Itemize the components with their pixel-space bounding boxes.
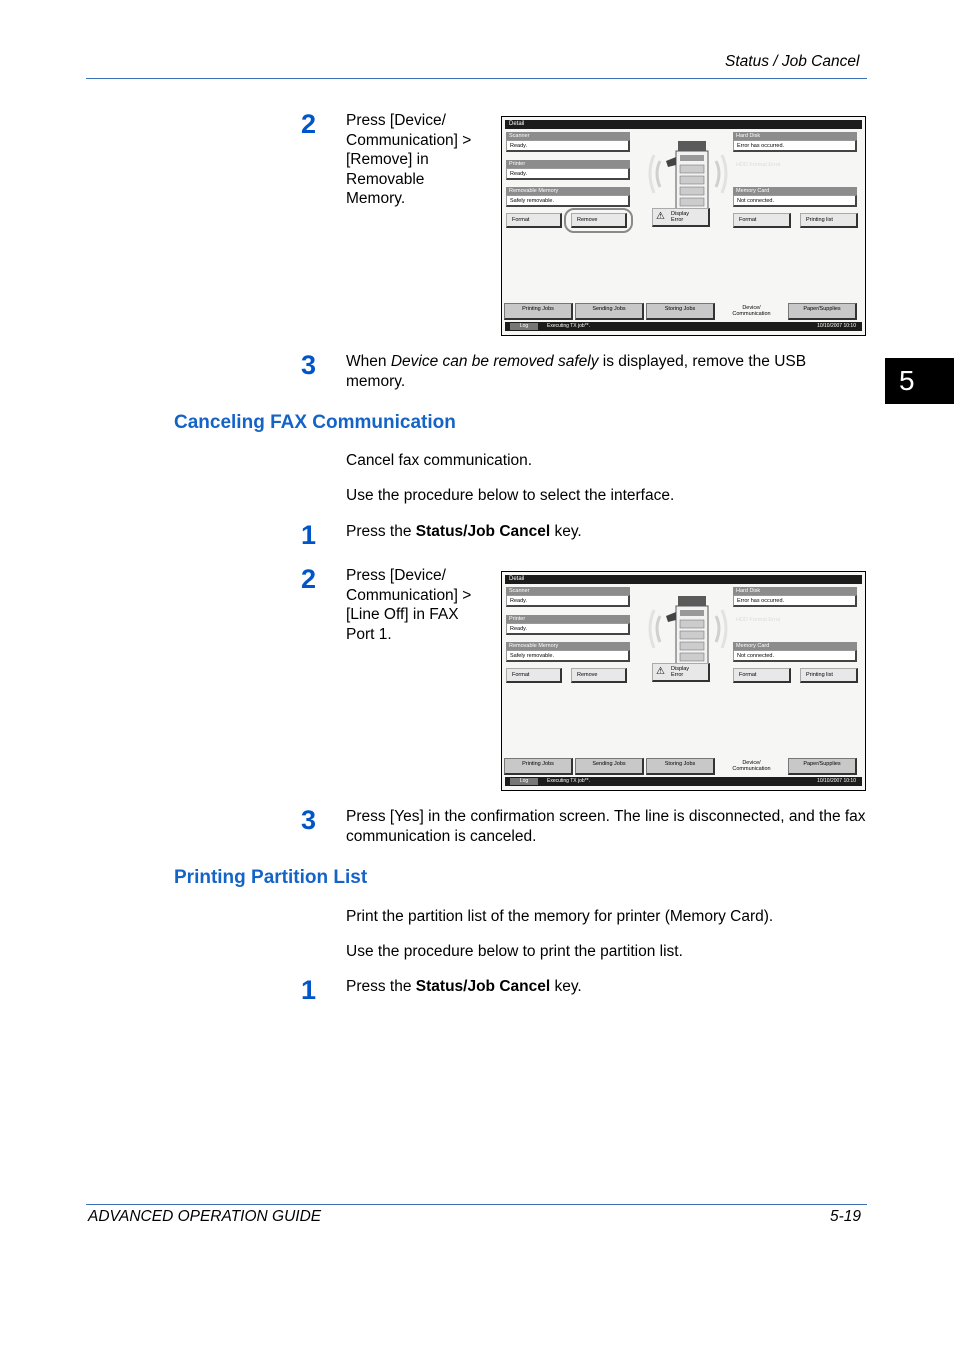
removable-memory-label: Removable Memory	[506, 642, 630, 650]
step-text: Press [Yes] in the confirmation screen. The line is disconnected, and the fax communication is canceled.	[346, 808, 866, 845]
tab-storing-jobs[interactable]: Storing Jobs	[646, 303, 715, 320]
step-text	[346, 352, 846, 391]
key-name: Status/Job Cancel	[415, 978, 551, 995]
step-text	[346, 977, 582, 997]
hard-disk-group	[733, 587, 857, 607]
tab-device-line1: Device/	[742, 760, 761, 766]
tab-device-line1: Device/	[742, 305, 761, 311]
tab-sending-jobs[interactable]: Sending Jobs	[575, 303, 644, 320]
step-number: 1	[301, 975, 317, 1005]
display-error-line2: Error	[671, 672, 684, 678]
scanner-group	[506, 132, 630, 152]
remove-button[interactable]: Remove	[571, 213, 627, 228]
chapter-tab: 5	[885, 358, 954, 404]
printer-value: Ready.	[506, 168, 630, 180]
step-text-post: key.	[550, 523, 582, 540]
warning-icon: ⚠	[656, 211, 665, 222]
tab-printing-jobs[interactable]: Printing Jobs	[504, 758, 573, 775]
tab-device-line2: Communication	[732, 311, 771, 317]
removable-memory-label: Removable Memory	[506, 187, 630, 195]
memory-card-group	[733, 642, 857, 662]
scanner-group	[506, 587, 630, 607]
device-status-screen-2	[501, 571, 866, 791]
status-text: Executing TX job**.	[547, 323, 590, 329]
status-datetime: 10/10/2007 10:10	[817, 778, 856, 784]
paragraph: Cancel fax communication.	[346, 452, 533, 469]
step-number: 3	[301, 350, 317, 380]
memory-card-label: Memory Card	[733, 642, 857, 650]
section-title: Printing Partition List	[174, 867, 368, 888]
memory-card-value: Not connected.	[733, 195, 857, 207]
step-text	[346, 522, 582, 542]
footer-guide-title: ADVANCED OPERATION GUIDE	[88, 1208, 322, 1225]
step-number: 2	[301, 564, 317, 594]
removable-memory-group	[506, 187, 630, 207]
warning-icon: ⚠	[656, 666, 665, 677]
printer-label: Printer	[506, 160, 630, 168]
paragraph: Use the procedure below to print the partition list.	[346, 943, 683, 960]
step-text: Press [Device/ Communication] > [Remove] in Removable Memory.	[346, 112, 472, 207]
step-number: 2	[301, 109, 317, 139]
paragraph: Use the procedure below to select the interface.	[346, 487, 675, 504]
printer-value: Ready.	[506, 623, 630, 635]
printing-list-button[interactable]: Printing list	[800, 668, 858, 683]
step-text-emphasis: Device can be removed safely	[390, 353, 599, 370]
status-text: Executing TX job**.	[547, 778, 590, 784]
step-number: 3	[301, 805, 317, 835]
device-status-screen	[501, 116, 866, 336]
scanner-label: Scanner	[506, 587, 630, 595]
step-text-post: is displayed, remove the USB memory.	[346, 353, 807, 390]
display-error-button[interactable]	[652, 663, 710, 682]
step-text-post: key.	[550, 978, 582, 995]
step-text: Press [Device/ Communication] > [Line Off] in FAX Port 1.	[346, 567, 472, 643]
hard-disk-value: Error has occurred.	[733, 595, 857, 607]
status-bar	[505, 322, 862, 331]
hdd-error-ghost-text: HDD Format Error	[736, 617, 781, 623]
memory-card-format-button[interactable]: Format	[733, 668, 791, 683]
hdd-error-ghost-text: HDD Format Error	[736, 162, 781, 168]
screen-title: Detail	[505, 575, 862, 584]
memory-card-value: Not connected.	[733, 650, 857, 662]
removable-memory-group	[506, 642, 630, 662]
status-datetime: 10/10/2007 10:10	[817, 323, 856, 329]
screen-title: Detail	[505, 120, 862, 129]
tab-paper-supplies[interactable]: Paper/Supplies	[788, 303, 857, 320]
log-button[interactable]: Log	[510, 323, 538, 330]
display-error-line2: Error	[671, 217, 684, 223]
section-title: Canceling FAX Communication	[174, 412, 456, 433]
scanner-value: Ready.	[506, 140, 630, 152]
step-text-pre: Press the	[346, 523, 416, 540]
hard-disk-group	[733, 132, 857, 152]
printer-group	[506, 615, 630, 635]
format-button[interactable]: Format	[506, 213, 562, 228]
display-error-line1: Display	[671, 211, 690, 217]
printing-list-button[interactable]: Printing list	[800, 213, 858, 228]
tab-device-line2: Communication	[732, 766, 771, 772]
step-text-pre: When	[346, 353, 391, 370]
remove-highlight-ring	[564, 208, 633, 233]
copier-illustration	[632, 131, 732, 211]
printer-label: Printer	[506, 615, 630, 623]
tab-printing-jobs[interactable]: Printing Jobs	[504, 303, 573, 320]
display-error-button[interactable]	[652, 208, 710, 227]
copier-illustration	[632, 586, 732, 666]
tab-sending-jobs[interactable]: Sending Jobs	[575, 758, 644, 775]
step-number: 1	[301, 520, 317, 550]
display-error-line1: Display	[671, 666, 690, 672]
tab-storing-jobs[interactable]: Storing Jobs	[646, 758, 715, 775]
paragraph: Print the partition list of the memory for printer (Memory Card).	[346, 908, 774, 925]
tab-device-communication[interactable]	[717, 303, 786, 320]
hard-disk-value: Error has occurred.	[733, 140, 857, 152]
key-name: Status/Job Cancel	[415, 523, 551, 540]
step-text-pre: Press the	[346, 978, 416, 995]
footer-rule	[86, 1204, 867, 1205]
hard-disk-label: Hard Disk	[733, 132, 857, 140]
format-button[interactable]: Format	[506, 668, 562, 683]
removable-memory-value: Safely removable.	[506, 195, 630, 207]
scanner-label: Scanner	[506, 132, 630, 140]
header-rule	[86, 78, 867, 79]
removable-memory-value: Safely removable.	[506, 650, 630, 662]
log-button[interactable]: Log	[510, 778, 538, 785]
printer-group	[506, 160, 630, 180]
header-title: Status / Job Cancel	[725, 53, 860, 70]
scanner-value: Ready.	[506, 595, 630, 607]
memory-card-label: Memory Card	[733, 187, 857, 195]
tab-paper-supplies[interactable]: Paper/Supplies	[788, 758, 857, 775]
hard-disk-label: Hard Disk	[733, 587, 857, 595]
status-bar	[505, 777, 862, 786]
remove-button[interactable]: Remove	[571, 668, 627, 683]
memory-card-format-button[interactable]: Format	[733, 213, 791, 228]
footer-page-number: 5-19	[830, 1208, 862, 1225]
memory-card-group	[733, 187, 857, 207]
tab-device-communication[interactable]	[717, 758, 786, 775]
